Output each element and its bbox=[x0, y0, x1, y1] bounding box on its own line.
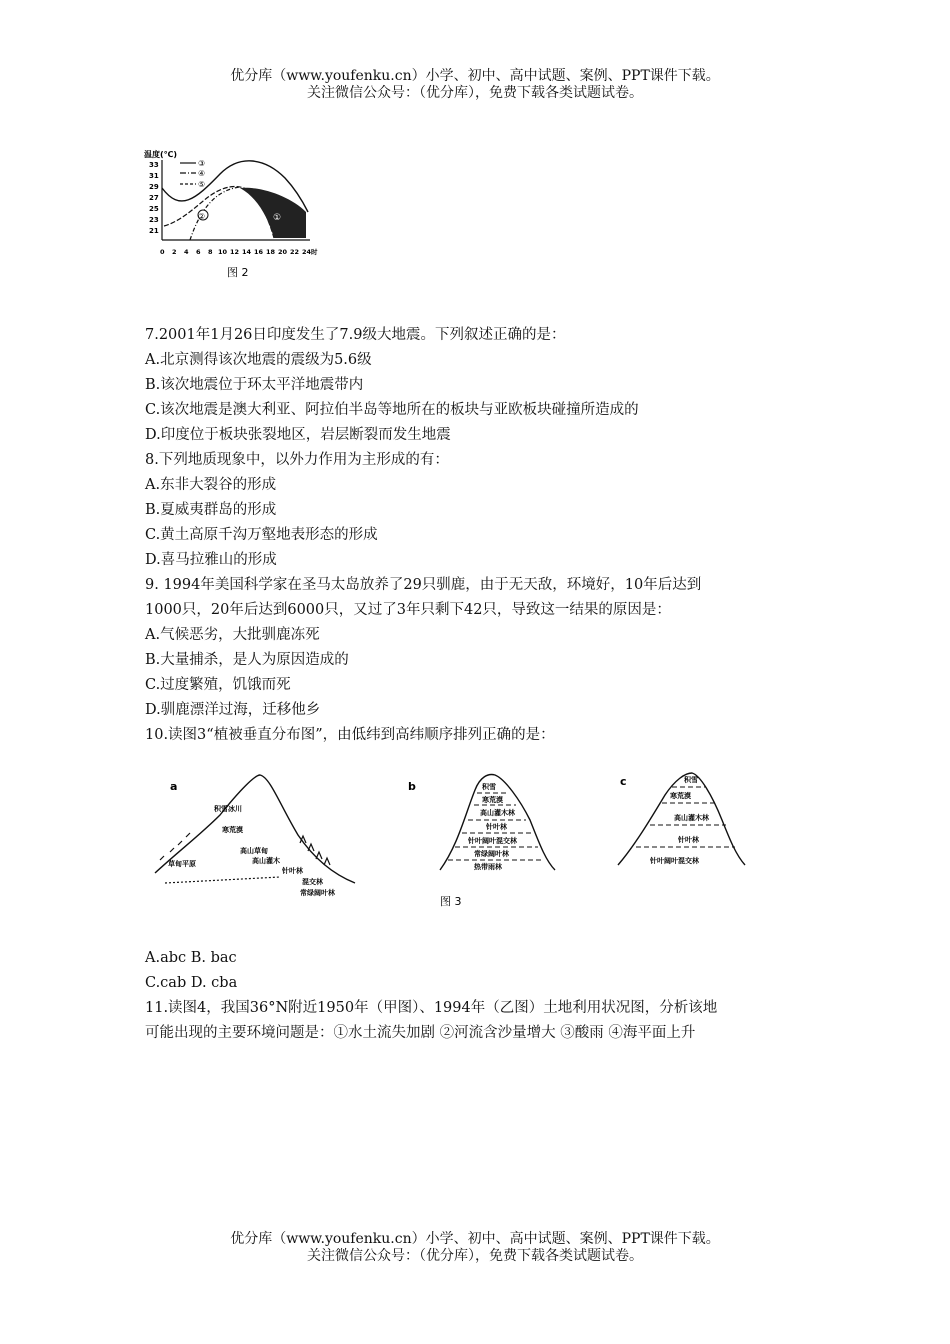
q10-options-ab: A.abc B. bac bbox=[145, 950, 237, 966]
page-header bbox=[0, 68, 950, 102]
fig2-xtick: 4 bbox=[184, 248, 189, 256]
fig2-legend-5: ⑤ bbox=[198, 180, 206, 189]
fig3-a-zone: 高山草甸 bbox=[240, 847, 268, 855]
q11-stem-line-1: 11.读图4，我国36°N附近1950年（甲图）、1994年（乙图）土地利用状况图，分析该地 bbox=[145, 1000, 718, 1016]
fig2-xtick: 2 bbox=[172, 248, 177, 256]
fig2-xtick: 24时 bbox=[302, 248, 318, 256]
fig2-ytick: 31 bbox=[149, 172, 159, 180]
fig2-ytick: 25 bbox=[149, 205, 159, 213]
q9-stem-line-2: 1000只，20年后达到6000只，又过了3年只剩下42只，导致这一结果的原因是： bbox=[145, 602, 671, 618]
fig3-b-zone: 热带雨林 bbox=[474, 863, 502, 871]
header-line-2: 关注微信公众号：（优分库），免费下载各类试题试卷。 bbox=[307, 85, 643, 101]
fig3-b-zone: 针叶阔叶混交林 bbox=[468, 837, 517, 845]
q9-stem-line-1: 9. 1994年美国科学家在圣马太岛放养了29只驯鹿，由于无天敌，环境好，10年后达到 bbox=[145, 577, 702, 593]
fig2-xtick: 16 bbox=[254, 248, 264, 256]
q9-option-c: C.过度繁殖，饥饿而死 bbox=[145, 677, 291, 693]
q7-stem: 7.2001年1月26日印度发生了7.9级大地震。下列叙述正确的是： bbox=[145, 327, 566, 343]
q8-option-c: C.黄土高原千沟万壑地表形态的形成 bbox=[145, 527, 378, 543]
fig3-a-zone: 常绿阔叶林 bbox=[300, 889, 335, 897]
fig2-ytick: 23 bbox=[149, 216, 159, 224]
fig2-ytick: 33 bbox=[149, 161, 159, 169]
fig2-xtick: 10 bbox=[218, 248, 228, 256]
fig2-mark-1: ① bbox=[273, 213, 282, 223]
fig2-xtick: 6 bbox=[196, 248, 201, 256]
fig2-ylabel: 温度(℃) bbox=[144, 150, 177, 159]
q8-stem: 8.下列地质现象中，以外力作用为主形成的有： bbox=[145, 452, 449, 468]
fig2-caption: 图 2 bbox=[227, 266, 249, 279]
fig3-a-zone: 寒荒漠 bbox=[222, 826, 243, 834]
header-line-1: 优分库（www.youfenku.cn）小学、初中、高中试题、案例、PPT课件下载。 bbox=[230, 68, 720, 84]
fig3-b-zone: 高山灌木林 bbox=[480, 809, 515, 817]
q8-option-b: B.夏威夷群岛的形成 bbox=[145, 502, 277, 518]
fig2-xtick: 0 bbox=[160, 248, 165, 256]
fig2-xtick: 20 bbox=[278, 248, 288, 256]
q7-option-b: B.该次地震位于环太平洋地震带内 bbox=[145, 377, 364, 393]
fig3-a-tree-marks bbox=[300, 836, 330, 865]
fig2-xtick: 14 bbox=[242, 248, 252, 256]
q7-option-a: A.北京测得该次地震的震级为5.6级 bbox=[145, 352, 372, 368]
q10-options-cd: C.cab D. cba bbox=[145, 975, 238, 991]
footer-line-2: 关注微信公众号：（优分库），免费下载各类试题试卷。 bbox=[307, 1248, 643, 1264]
q9-option-b: B.大量捕杀，是人为原因造成的 bbox=[145, 652, 349, 668]
fig3-a-label: a bbox=[170, 780, 178, 793]
fig3-b-zone: 积雪 bbox=[482, 783, 496, 791]
q11-stem-line-2: 可能出现的主要环境问题是：①水土流失加剧 ②河流含沙量增大 ③酸雨 ④海平面上升 bbox=[145, 1025, 696, 1041]
q9-option-a: A.气候恶劣，大批驯鹿冻死 bbox=[145, 627, 320, 643]
footer-line-1: 优分库（www.youfenku.cn）小学、初中、高中试题、案例、PPT课件下载。 bbox=[230, 1231, 720, 1247]
fig2-xtick: 22 bbox=[290, 248, 300, 256]
q7-option-d: D.印度位于板块张裂地区，岩层断裂而发生地震 bbox=[145, 427, 451, 443]
page-footer bbox=[0, 1231, 950, 1265]
fig2-mark-2: ② bbox=[198, 212, 206, 221]
fig3-a-zone: 针叶林 bbox=[282, 867, 303, 875]
fig3-c-zone: 针叶阔叶混交林 bbox=[650, 857, 699, 865]
fig3-c-zone: 积雪 bbox=[684, 776, 698, 784]
q8-option-a: A.东非大裂谷的形成 bbox=[145, 477, 277, 493]
fig2-xtick: 12 bbox=[230, 248, 240, 256]
fig3-c-label: c bbox=[620, 775, 627, 788]
figure-2-temperature-chart bbox=[140, 140, 330, 285]
fig3-a-plain-ground bbox=[165, 877, 280, 883]
fig2-ytick: 21 bbox=[149, 227, 159, 235]
fig2-xtick: 8 bbox=[208, 248, 213, 256]
fig2-xtick: 18 bbox=[266, 248, 276, 256]
figure-3-vegetation-diagram bbox=[140, 765, 760, 915]
fig2-yticks bbox=[149, 161, 159, 235]
fig3-a-zone: 积雪冰川 bbox=[214, 805, 242, 813]
q8-option-d: D.喜马拉雅山的形成 bbox=[145, 552, 277, 568]
fig2-xticks bbox=[160, 247, 318, 256]
fig3-b-zone: 常绿阔叶林 bbox=[474, 850, 509, 858]
fig3-c-zone: 寒荒漠 bbox=[670, 792, 691, 800]
fig3-a-zone: 混交林 bbox=[302, 878, 323, 886]
fig3-a-zone: 草甸平原 bbox=[168, 860, 196, 868]
fig3-b-label: b bbox=[408, 780, 416, 793]
fig2-ytick: 27 bbox=[149, 194, 159, 202]
q9-option-d: D.驯鹿漂洋过海，迁移他乡 bbox=[145, 702, 321, 718]
fig2-legend-3: ③ bbox=[198, 159, 206, 168]
fig3-c-zone: 高山灌木林 bbox=[674, 814, 709, 822]
fig3-b-zone: 寒荒漠 bbox=[482, 796, 503, 804]
fig3-a-zone: 高山灌木 bbox=[252, 857, 280, 865]
fig3-caption: 图 3 bbox=[440, 895, 462, 908]
fig2-legend-4: ④ bbox=[198, 169, 206, 178]
fig3-b-zone: 针叶林 bbox=[486, 823, 507, 831]
q7-option-c: C.该次地震是澳大利亚、阿拉伯半岛等地所在的板块与亚欧板块碰撞所造成的 bbox=[145, 402, 639, 418]
fig3-c-zone: 针叶林 bbox=[678, 836, 699, 844]
fig2-ytick: 29 bbox=[149, 183, 159, 191]
q10-stem: 10.读图3“植被垂直分布图”，由低纬到高纬顺序排列正确的是： bbox=[145, 727, 555, 743]
